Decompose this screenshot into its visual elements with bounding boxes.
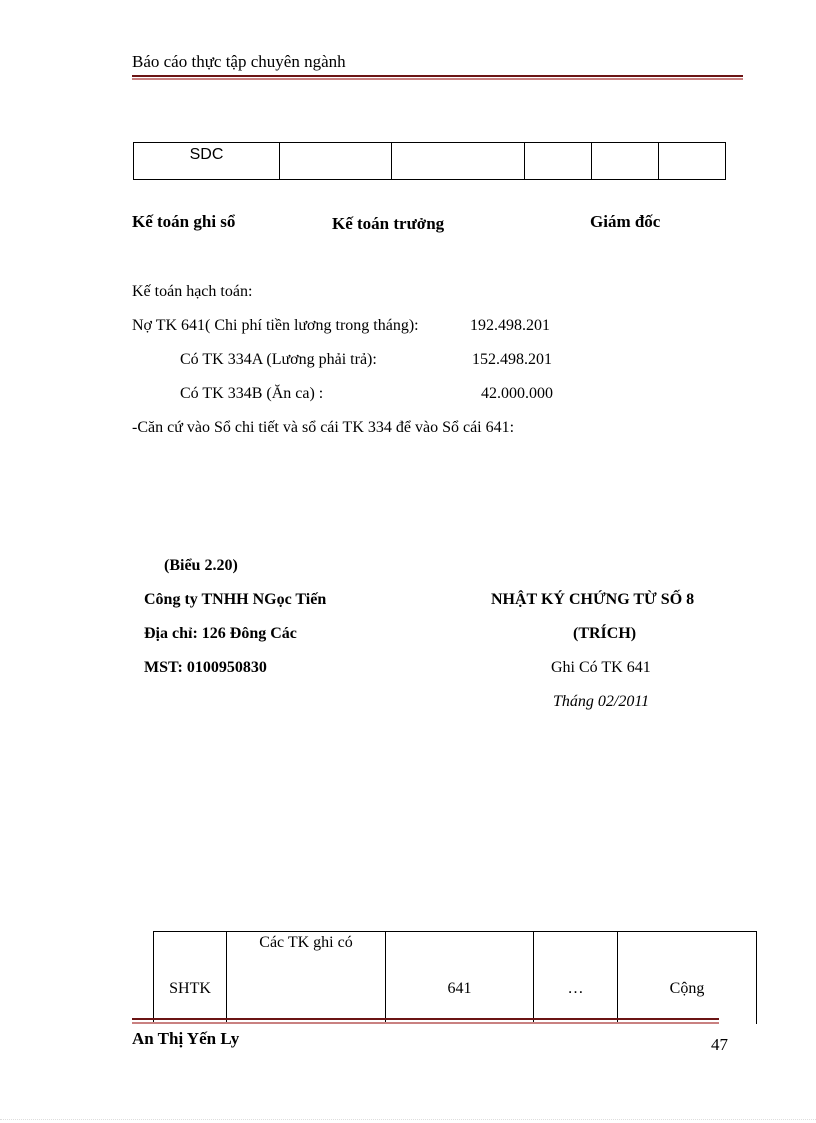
- credit1-label: Có TK 334A (Lương phải trả):: [180, 351, 377, 368]
- entries-note: -Căn cứ vào Sổ chi tiết và sổ cái TK 334 để vào Sổ cái 641:: [132, 419, 515, 436]
- header-cell-credit-accounts: Các TK ghi có: [227, 932, 386, 1025]
- header-cell-641: 641: [386, 932, 534, 1025]
- table-cell: [592, 143, 659, 180]
- header-rule-light: [132, 78, 743, 80]
- table-cell: [525, 143, 592, 180]
- form-reference: (Biểu 2.20): [164, 557, 238, 574]
- header-cell-shtk: SHTK: [154, 932, 227, 1025]
- form-period: Tháng 02/2011: [553, 693, 650, 710]
- credit2-value: 42.000.000: [481, 385, 553, 402]
- table-cell-sdc: SDC: [134, 143, 280, 180]
- credit1-value: 152.498.201: [472, 351, 552, 368]
- summary-table: [133, 142, 726, 180]
- table-cell: [280, 143, 392, 180]
- company-tax-id: MST: 0100950830: [144, 659, 267, 676]
- company-name: Công ty TNHH NGọc Tiến: [144, 591, 327, 608]
- credit2-label: Có TK 334B (Ăn ca) :: [180, 385, 324, 402]
- table-row: [134, 143, 726, 180]
- page-number: 47: [711, 1035, 728, 1054]
- header-cell-ellipsis: …: [534, 932, 618, 1025]
- journal-table: [153, 931, 757, 1024]
- entries-intro: Kế toán hạch toán:: [132, 283, 253, 300]
- header-cell-total: Cộng: [618, 932, 757, 1025]
- signature-chief-accountant: Kế toán trưởng: [332, 214, 445, 233]
- signature-director: Giám đốc: [590, 212, 661, 231]
- table-cell: [659, 143, 726, 180]
- form-title: NHẬT KÝ CHỨNG TỪ SỐ 8: [491, 591, 695, 608]
- page-header-title: Báo cáo thực tập chuyên ngành: [132, 52, 346, 71]
- footer-rule-light: [132, 1022, 719, 1024]
- form-credit-account: Ghi Có TK 641: [551, 659, 651, 676]
- form-subtitle: (TRÍCH): [573, 625, 637, 642]
- header-rule-dark: [132, 75, 743, 77]
- company-address: Địa chỉ: 126 Đông Các: [144, 625, 297, 642]
- page-edge-divider: [0, 1119, 816, 1120]
- signature-bookkeeper: Kế toán ghi sổ: [132, 212, 236, 231]
- table-row: [154, 932, 757, 1025]
- table-cell: [392, 143, 525, 180]
- debit-value: 192.498.201: [470, 317, 550, 334]
- footer-author: An Thị Yến Ly: [132, 1029, 240, 1048]
- debit-label: Nợ TK 641( Chi phí tiền lương trong tháng):: [132, 317, 419, 334]
- footer-rule-dark: [132, 1018, 719, 1020]
